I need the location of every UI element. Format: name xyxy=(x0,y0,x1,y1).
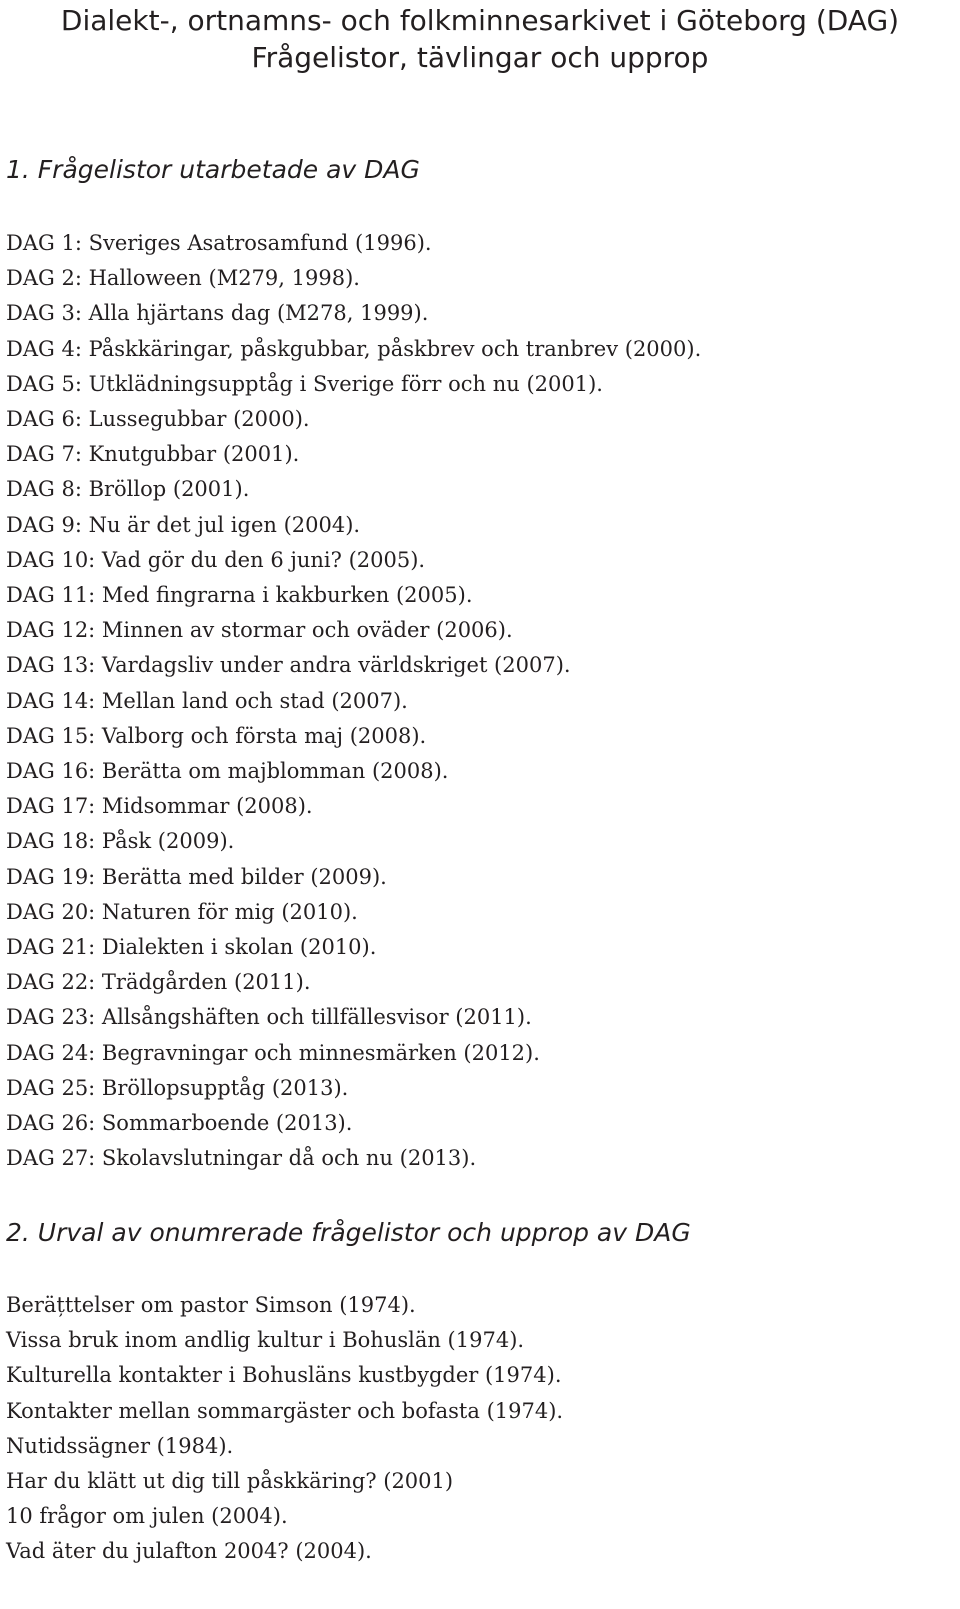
document-subtitle: Frågelistor, tävlingar och upprop xyxy=(251,41,709,74)
list-item: DAG 5: Utklädningsupptåg i Sverige förr och nu (2001). xyxy=(6,371,603,396)
document-header xyxy=(0,2,960,76)
list-item: DAG 12: Minnen av stormar och oväder (2006). xyxy=(6,618,513,643)
list-item: DAG 4: Påskkäringar, påskgubbar, påskbrev och tranbrev (2000). xyxy=(6,336,702,361)
list-item: Vissa bruk inom andlig kultur i Bohuslän (1974). xyxy=(6,1328,525,1353)
list-item: DAG 25: Bröllopsupptåg (2013). xyxy=(6,1075,349,1100)
list-item: Har du klätt ut dig till påskkäring? (2001) xyxy=(6,1469,454,1494)
list-item: DAG 1: Sveriges Asatrosamfund (1996). xyxy=(6,231,432,255)
list-item: Nutidssägner (1984). xyxy=(6,1433,234,1458)
list-item: DAG 13: Vardagsliv under andra världskriget (2007). xyxy=(6,653,571,678)
list-item: DAG 10: Vad gör du den 6 juni? (2005). xyxy=(6,547,426,572)
section-heading-questionnaires: 1. Frågelistor utarbetade av DAG xyxy=(6,155,420,184)
list-item: DAG 17: Midsommar (2008). xyxy=(6,794,313,819)
list-item: DAG 21: Dialekten i skolan (2010). xyxy=(6,935,377,960)
list-item: DAG 3: Alla hjärtans dag (M278, 1999). xyxy=(6,301,429,326)
list-item: DAG 2: Halloween (M279, 1998). xyxy=(6,266,360,291)
list-item: DAG 19: Berätta med bilder (2009). xyxy=(6,864,387,889)
list-item: DAG 26: Sommarboende (2013). xyxy=(6,1111,353,1136)
list-item: DAG 7: Knutgubbar (2001). xyxy=(6,442,300,467)
list-item: Vad äter du julafton 2004? (2004). xyxy=(6,1539,372,1564)
list-item: DAG 11: Med fingrarna i kakburken (2005). xyxy=(6,583,473,608)
list-item: DAG 27: Skolavslutningar då och nu (2013). xyxy=(6,1146,477,1171)
list-item: DAG 20: Naturen för mig (2010). xyxy=(6,899,358,924)
section-heading-unnumbered: 2. Urval av onumrerade frågelistor och upprop av DAG xyxy=(6,1218,691,1247)
list-item: DAG 14: Mellan land och stad (2007). xyxy=(6,688,408,713)
questionnaire-list xyxy=(6,226,701,1176)
list-item: DAG 23: Allsångshäften och tillfällesvisor (2011). xyxy=(6,1005,532,1030)
list-item: DAG 22: Trädgården (2011). xyxy=(6,970,311,995)
list-item: Beräțttelser om pastor Simson (1974). xyxy=(6,1293,416,1317)
list-item: DAG 16: Berätta om majblomman (2008). xyxy=(6,759,449,784)
list-item: DAG 18: Påsk (2009). xyxy=(6,829,235,854)
list-item: DAG 9: Nu är det jul igen (2004). xyxy=(6,512,361,537)
list-item: Kontakter mellan sommargäster och bofasta (1974). xyxy=(6,1398,564,1423)
list-item: 10 frågor om julen (2004). xyxy=(6,1504,288,1529)
list-item: DAG 24: Begravningar och minnesmärken (2012). xyxy=(6,1040,540,1065)
list-item: DAG 15: Valborg och första maj (2008). xyxy=(6,723,427,748)
list-item: DAG 6: Lussegubbar (2000). xyxy=(6,407,310,432)
list-item: DAG 8: Bröllop (2001). xyxy=(6,477,250,502)
unnumbered-list xyxy=(6,1288,563,1570)
document-title: Dialekt-, ortnamns- och folkminnesarkivet i Göteborg (DAG) xyxy=(60,4,900,37)
list-item: Kulturella kontakter i Bohusläns kustbygder (1974). xyxy=(6,1363,562,1388)
